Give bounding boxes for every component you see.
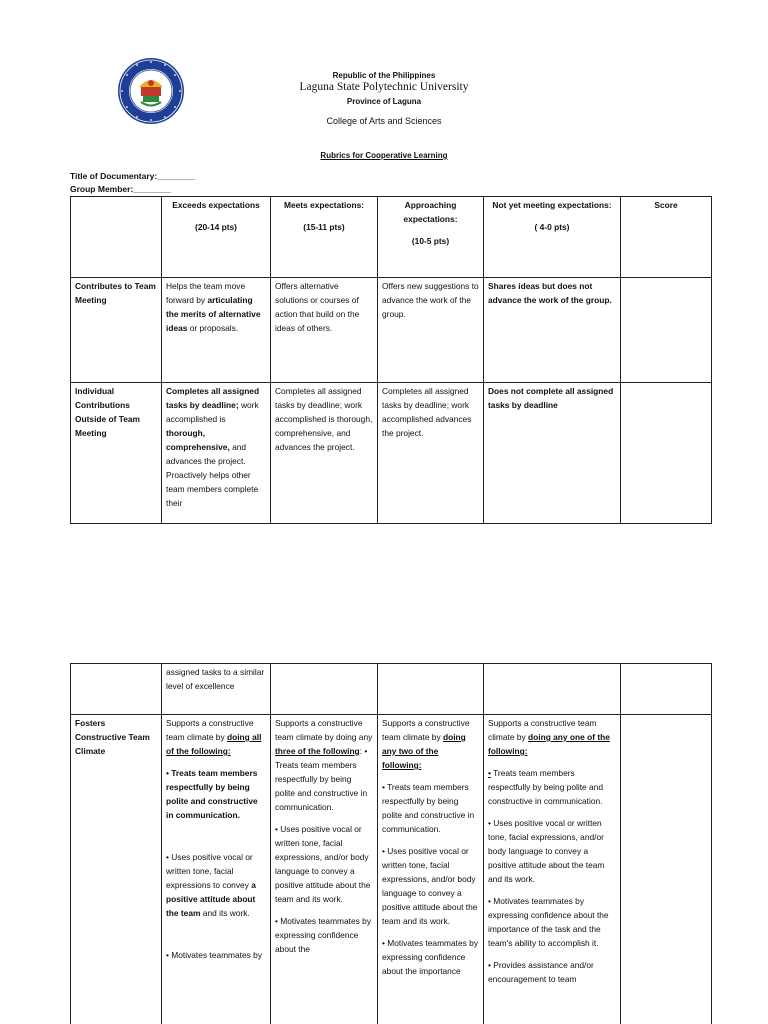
criterion-fosters: Fosters Constructive Team Climate — [71, 715, 162, 1024]
row1-approaching-cell: Offers new suggestions to advance the work of the group. — [378, 278, 484, 383]
row2-not-yet-cell: Does not complete all assigned tasks by deadline — [484, 383, 621, 524]
row2-approaching-cell: Completes all assigned tasks by deadline; work accomplished advances the project. — [378, 383, 484, 524]
continued-criterion-cell — [71, 664, 162, 715]
republic-heading: Republic of the Philippines — [332, 71, 436, 80]
continued-approaching-cell — [378, 664, 484, 715]
row3-not-yet-bullet1: Treats team members respectfully by being polite and constructive in communication. — [488, 768, 603, 806]
header-exceeds-title: Exceeds expectations — [172, 200, 260, 210]
continued-score-cell[interactable] — [621, 664, 712, 715]
row3-not-yet-bullet1-mark: • — [488, 768, 491, 778]
header-meets-title: Meets expectations: — [283, 200, 365, 210]
row2-exceeds-bold1: Completes all assigned tasks by deadline; — [166, 386, 260, 410]
continued-exceeds-cell: assigned tasks to a similar level of excellence — [162, 664, 271, 715]
group-member-field: Group Member:________ — [70, 184, 172, 194]
header-meets-pts: (15-11 pts) — [303, 222, 345, 232]
row3-meets-cell — [271, 715, 378, 1024]
table-row — [71, 278, 712, 383]
row2-exceeds-bold2: thorough, comprehensive, — [166, 428, 230, 452]
row3-approaching-cell — [378, 715, 484, 1024]
rubric-title: Rubrics for Cooperative Learning — [320, 151, 448, 160]
row3-exceeds-intro: Supports a constructive team climate by — [166, 718, 254, 742]
university-name: Laguna State Polytechnic University — [299, 81, 469, 93]
header-score-title: Score — [654, 200, 678, 210]
row3-not-yet-intro-emph: doing any one of the following: — [488, 732, 610, 756]
criterion-individual: Individual Contributions Outside of Team Meeting — [71, 383, 162, 524]
header-approaching-title: Approaching expectations: — [403, 200, 458, 224]
row2-score-cell[interactable] — [621, 383, 712, 524]
header-meets — [271, 197, 378, 278]
criterion-contributes: Contributes to Team Meeting — [71, 278, 162, 383]
table-row — [71, 664, 712, 715]
header-exceeds-pts: (20-14 pts) — [195, 222, 237, 232]
row1-meets-cell: Offers alternative solutions or courses of action that build on the ideas of others. — [271, 278, 378, 383]
college-name: College of Arts and Sciences — [326, 116, 442, 126]
row2-exceeds-cell — [162, 383, 271, 524]
table-row — [71, 383, 712, 524]
row3-meets-bullet2: • Uses positive vocal or written tone, facial expressions, and/or body language to convey a positive attitude about the team and its work. — [275, 824, 371, 904]
table-header-row — [71, 197, 712, 278]
row3-exceeds-bullet2-end: and its work. — [200, 908, 250, 918]
row3-approaching-bullet1: • Treats team members respectfully by being polite and constructive in communication. — [382, 782, 475, 834]
row3-exceeds-bullet1: • Treats team members respectfully by being polite and constructive in communication. — [166, 768, 258, 820]
row3-meets-intro-emph: three of the following — [275, 746, 360, 756]
row1-exceeds-end: or proposals. — [187, 323, 239, 333]
row2-exceeds-text2: and advances the project. Proactively helps other team members complete their — [166, 442, 259, 508]
header-approaching — [378, 197, 484, 278]
header-approaching-pts: (10-5 pts) — [411, 236, 450, 246]
row3-exceeds-bullet3: • Motivates teammates by — [166, 950, 263, 960]
header-exceeds — [162, 197, 271, 278]
row3-exceeds-intro-emph: doing all of the following: — [166, 732, 262, 756]
row3-score-cell[interactable] — [621, 715, 712, 1024]
row3-approaching-intro-emph: doing any two of the following: — [382, 732, 466, 770]
row3-exceeds-cell — [162, 715, 271, 1024]
row3-exceeds-bullet2-bold: a positive attitude about the team — [166, 880, 256, 918]
row2-meets-cell: Completes all assigned tasks by deadline; work accomplished is thorough, comprehensive, and advances the project. — [271, 383, 378, 524]
header-not-yet-pts: ( 4-0 pts) — [534, 222, 570, 232]
header-not-yet-title: Not yet meeting expectations: — [492, 200, 612, 210]
row2-exceeds-text1: work accomplished is — [166, 400, 259, 424]
row1-score-cell[interactable] — [621, 278, 712, 383]
row3-not-yet-bullet3: • Motivates teammates by expressing confidence about the importance of the task and the team's ability to accomplish it. — [488, 896, 609, 948]
row1-not-yet-cell: Shares ideas but does not advance the work of the group. — [484, 278, 621, 383]
row3-meets-intro: Supports a constructive team climate by doing any — [275, 718, 373, 742]
row3-not-yet-bullet4: • Provides assistance and/or encouragement to team — [488, 960, 594, 984]
row3-not-yet-cell — [484, 715, 621, 1024]
row3-exceeds-bullet2: • Uses positive vocal or written tone, facial expressions to convey — [166, 852, 253, 890]
row3-not-yet-bullet2: • Uses positive vocal or written tone, facial expressions, and/or body language to convey a positive attitude about the team and its work. — [488, 818, 605, 884]
row1-exceeds-text: Helps the team move forward by — [166, 281, 246, 305]
criteria-header-cell — [71, 197, 162, 278]
header-score — [621, 197, 712, 278]
row3-not-yet-intro: Supports a constructive team climate by — [488, 718, 597, 742]
row3-approaching-bullet3: • Motivates teammates by expressing confidence about the importance — [382, 938, 479, 976]
documentary-title-field: Title of Documentary:________ — [70, 171, 196, 181]
row3-meets-bullet1: : • Treats team members respectfully by being polite and constructive in communication. — [275, 746, 368, 812]
row1-exceeds-bold: articulating the merits of alternative ideas — [166, 295, 261, 333]
rubric-table-part1 — [70, 196, 712, 524]
row1-exceeds-cell — [162, 278, 271, 383]
continued-not-yet-cell — [484, 664, 621, 715]
header-not-yet — [484, 197, 621, 278]
province-heading: Province of Laguna — [346, 97, 422, 106]
rubric-table-part2 — [70, 663, 712, 1024]
row3-meets-bullet3: • Motivates teammates by expressing confidence about the — [275, 916, 372, 954]
continued-meets-cell — [271, 664, 378, 715]
row3-approaching-intro: Supports a constructive team climate by — [382, 718, 470, 742]
row3-approaching-bullet2: • Uses positive vocal or written tone, facial expressions, and/or body language to convey a positive attitude about the team and its work. — [382, 846, 478, 926]
table-row — [71, 715, 712, 1024]
